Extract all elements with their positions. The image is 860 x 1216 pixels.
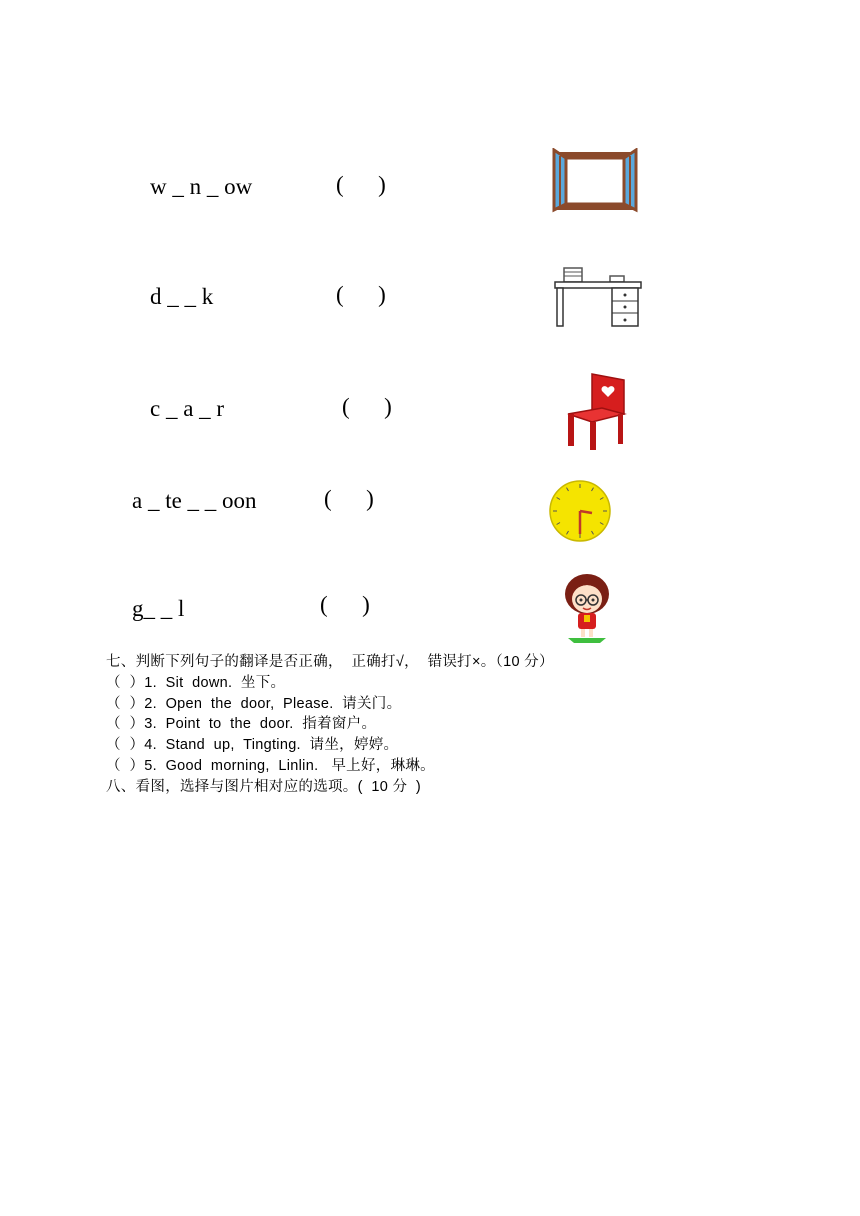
spelling-word: c _ a _ r [150,396,225,421]
question-item: （ ）4. Stand up, Tingting. 请坐，婷婷。 [106,737,399,753]
question-item: （ ）3. Point to the door. 指着窗户。 [106,716,377,732]
clock-icon [548,478,612,544]
answer-blank[interactable]: ( ) [342,394,392,419]
answer-blank[interactable]: ( ) [320,592,370,617]
answer-blank[interactable]: ( ) [336,282,386,307]
window-icon [552,148,638,214]
spelling-word: a _ te _ _ oon [132,488,257,513]
question-item: （ ）2. Open the door, Please. 请关门。 [106,696,402,712]
girl-icon [562,572,612,644]
spelling-word: g_ _ l [132,596,185,621]
question-item: （ ）1. Sit down. 坐下。 [106,675,286,691]
section-heading: 七、判断下列句子的翻译是否正确， 正确打√， 错误打×。（10 分） [106,654,554,670]
desk-icon [554,264,642,330]
chair-icon [562,370,630,450]
answer-blank[interactable]: ( ) [336,172,386,197]
answer-blank[interactable]: ( ) [324,486,374,511]
spelling-word: d _ _ k [150,284,214,309]
question-item: （ ）5. Good morning, Linlin. 早上好，琳琳。 [106,758,435,774]
spelling-word: w _ n _ ow [150,174,253,199]
section-heading: 八、看图，选择与图片相对应的选项。( 10 分 ) [106,779,422,795]
